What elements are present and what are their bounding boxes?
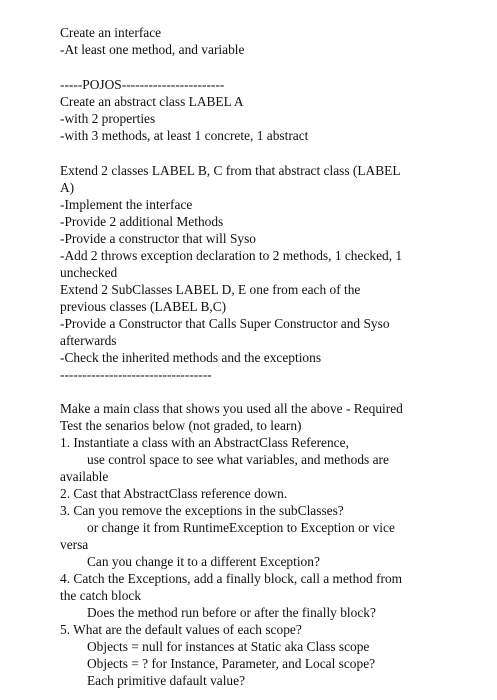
main-line: or change it from RuntimeException to Exception or vice bbox=[87, 520, 395, 535]
main-line: 2. Cast that AbstractClass reference down. bbox=[60, 486, 288, 501]
extend-line: previous classes (LABEL B,C) bbox=[60, 299, 227, 314]
extend-line: -Implement the interface bbox=[60, 197, 193, 212]
pojos-line: Create an abstract class LABEL A bbox=[60, 94, 244, 109]
main-line: Make a main class that shows you used all the above - Required bbox=[60, 401, 403, 416]
main-line: Can you change it to a different Exception? bbox=[87, 554, 320, 569]
main-line: 3. Can you remove the exceptions in the subClasses? bbox=[60, 503, 344, 518]
extend-line: -Provide a constructor that will Syso bbox=[60, 231, 256, 246]
extend-line: A) bbox=[60, 180, 75, 195]
extend-line: -Add 2 throws exception declaration to 2 methods, 1 checked, 1 bbox=[60, 248, 403, 263]
main-line: Each primitive dafault value? bbox=[87, 673, 246, 688]
section-divider: ---------------------------------- bbox=[60, 367, 212, 382]
intro-requirement: -At least one method, and variable bbox=[60, 42, 245, 57]
main-line: 5. What are the default values of each scope? bbox=[60, 622, 302, 637]
extend-line: -Provide 2 additional Methods bbox=[60, 214, 224, 229]
main-line: the catch block bbox=[60, 588, 142, 603]
extend-line: afterwards bbox=[60, 333, 117, 348]
main-line: 1. Instantiate a class with an AbstractClass Reference, bbox=[60, 435, 349, 450]
pojos-line: -with 2 properties bbox=[60, 111, 156, 126]
extend-line: Extend 2 SubClasses LABEL D, E one from each of the bbox=[60, 282, 361, 297]
main-line: available bbox=[60, 469, 109, 484]
main-line: 4. Catch the Exceptions, add a finally block, call a method from bbox=[60, 571, 403, 586]
pojos-line: -with 3 methods, at least 1 concrete, 1 abstract bbox=[60, 128, 309, 143]
extend-line: unchecked bbox=[60, 265, 118, 280]
main-line: Objects = null for instances at Static aka Class scope bbox=[87, 639, 370, 654]
extend-line: -Check the inherited methods and the exceptions bbox=[60, 350, 322, 365]
extend-line: Extend 2 classes LABEL B, C from that abstract class (LABEL bbox=[60, 163, 401, 178]
main-line: use control space to see what variables, and methods are bbox=[87, 452, 389, 467]
pojos-header: -----POJOS----------------------- bbox=[60, 77, 225, 92]
intro-title: Create an interface bbox=[60, 25, 162, 40]
main-line: Objects = ? for Instance, Parameter, and Local scope? bbox=[87, 656, 376, 671]
main-line: versa bbox=[60, 537, 89, 552]
main-line: Test the senarios below (not graded, to learn) bbox=[60, 418, 302, 433]
extend-line: -Provide a Constructor that Calls Super Constructor and Syso bbox=[60, 316, 390, 331]
main-line: Does the method run before or after the finally block? bbox=[87, 605, 376, 620]
